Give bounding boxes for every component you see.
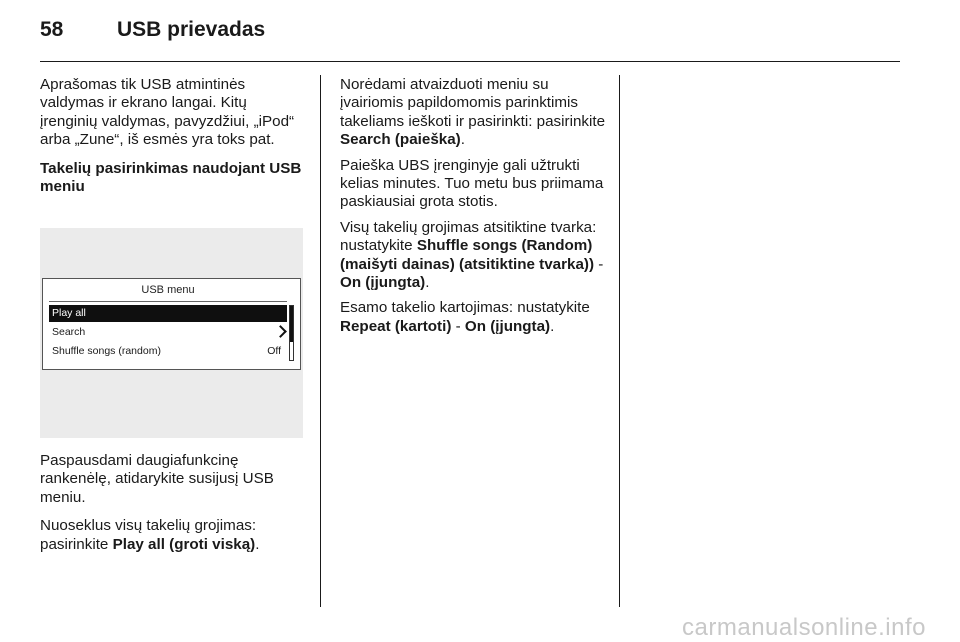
- search-note-paragraph: Paieška UBS įrenginyje gali užtrukti kelias minutes. Tuo metu bus priimama paskiausiai grota stotis.: [340, 156, 604, 211]
- shuffle-on-option: On (įjungta): [340, 274, 426, 292]
- repeat-option: Repeat (kartoti): [340, 317, 452, 335]
- usb-menu-title: USB menu: [141, 284, 195, 296]
- left-column-top: [40, 76, 306, 196]
- menu-item-label: Shuffle songs (random): [52, 345, 161, 357]
- play-all-paragraph: Nuoseklus visų takelių grojimas: pasirinkite Play all (groti viską).: [40, 517, 260, 553]
- header-divider: [40, 61, 900, 62]
- usb-menu-screen: [42, 278, 301, 370]
- shuffle-option: Shuffle songs (Random) (maišyti dainas) (atsitiktine tvarka)): [340, 237, 595, 273]
- watermark: carmanualsonline.info: [682, 614, 926, 641]
- column-divider-2: [619, 75, 620, 607]
- menu-item-search[interactable]: [49, 324, 287, 341]
- middle-column: [340, 76, 608, 336]
- intro-paragraph: Aprašomas tik USB atmintinės valdymas ir ekrano langai. Kitų įrenginių valdymas, pavyzdžiui, „iPod“ arba „Zune“, iš esmės yra toks pat.: [40, 76, 295, 149]
- shuffle-paragraph: Visų takelių grojimas atsitiktine tvarka: nustatykite Shuffle songs (Random) (maišyti dainas) (atsitiktine tvarka)) - On (įjungta).: [340, 218, 604, 292]
- repeat-paragraph: Esamo takelio kartojimas: nustatykite Repeat (kartoti) - On (įjungta).: [340, 299, 590, 335]
- menu-item-label: Play all: [52, 307, 86, 319]
- menu-item-label: Search: [52, 326, 86, 338]
- menu-scrollbar-thumb[interactable]: [290, 306, 293, 342]
- section-heading: Takelių pasirinkimas naudojant USB meniu: [40, 159, 302, 196]
- page-number: 58: [40, 18, 64, 41]
- search-option: Search (paieška): [340, 131, 461, 149]
- left-column-bottom: [40, 452, 306, 554]
- menu-item-shuffle[interactable]: [49, 343, 287, 360]
- usb-menu-figure: [40, 228, 303, 438]
- menu-scrollbar[interactable]: [289, 305, 294, 361]
- search-paragraph: Norėdami atvaizduoti meniu su įvairiomis papildomomis parinktimis takeliams ieškoti ir pasirinkti: pasirinkite Search (paieška).: [340, 76, 606, 149]
- page-title: USB prievadas: [117, 18, 266, 41]
- play-all-option: Play all (groti viską): [112, 535, 256, 553]
- column-divider-1: [320, 75, 321, 607]
- repeat-on-option: On (įjungta): [464, 317, 551, 335]
- knob-paragraph: Paspausdami daugiafunkcinę rankenėlę, atidarykite susijusį USB meniu.: [40, 452, 274, 506]
- usb-menu-title-divider: [49, 301, 287, 302]
- menu-item-play-all[interactable]: [49, 305, 287, 322]
- chevron-right-icon: [274, 325, 287, 338]
- menu-item-value: Off: [267, 345, 281, 357]
